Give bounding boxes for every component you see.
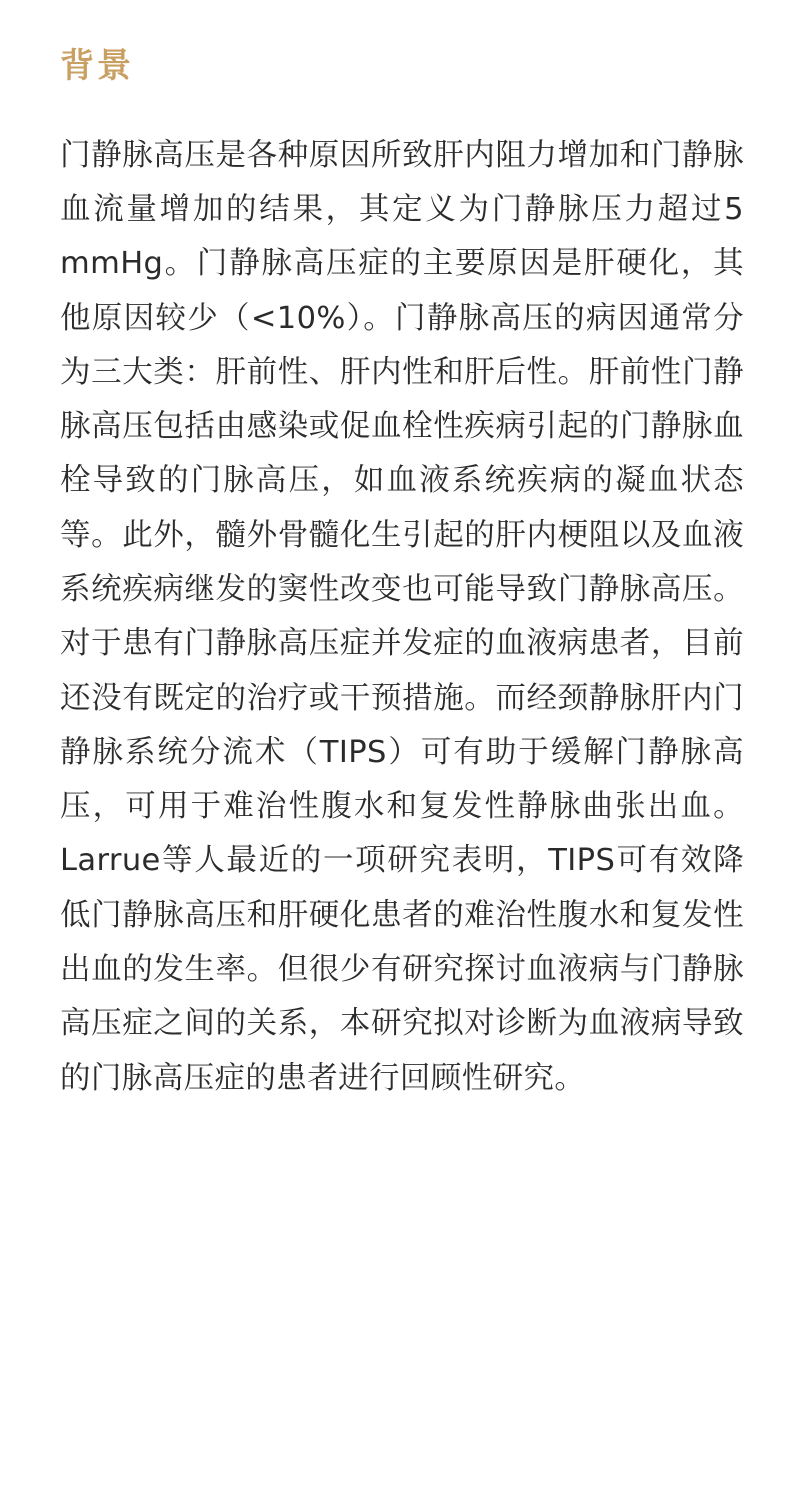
body-paragraph: 门静脉高压是各种原因所致肝内阻力增加和门静脉血流量增加的结果，其定义为门静脉压力超过5 mmHg。门静脉高压症的主要原因是肝硬化，其他原因较少（<10%）。门静脉高压的病因通常分为三大类：肝前性、肝内性和肝后性。肝前性门静脉高压包括由感染或促血栓性疾病引起的门静脉血栓导致的门脉高压，如血液系统疾病的凝血状态等。此外，髓外骨髓化生引起的肝内梗阻以及血液系统疾病继发的窦性改变也可能导致门静脉高压。对于患有门静脉高压症并发症的血液病患者，目前还没有既定的治疗或干预措施。而经颈静脉肝内门静脉系统分流术（TIPS）可有助于缓解门静脉高压，可用于难治性腹水和复发性静脉曲张出血。Larrue等人最近的一项研究表明，TIPS可有效降低门静脉高压和肝硬化患者的难治性腹水和复发性出血的发生率。但很少有研究探讨血液病与门静脉高压症之间的关系，本研究拟对诊断为血液病导致的门脉高压症的患者进行回顾性研究。 [60, 137, 744, 1096]
page-title: 背景 [60, 46, 134, 86]
